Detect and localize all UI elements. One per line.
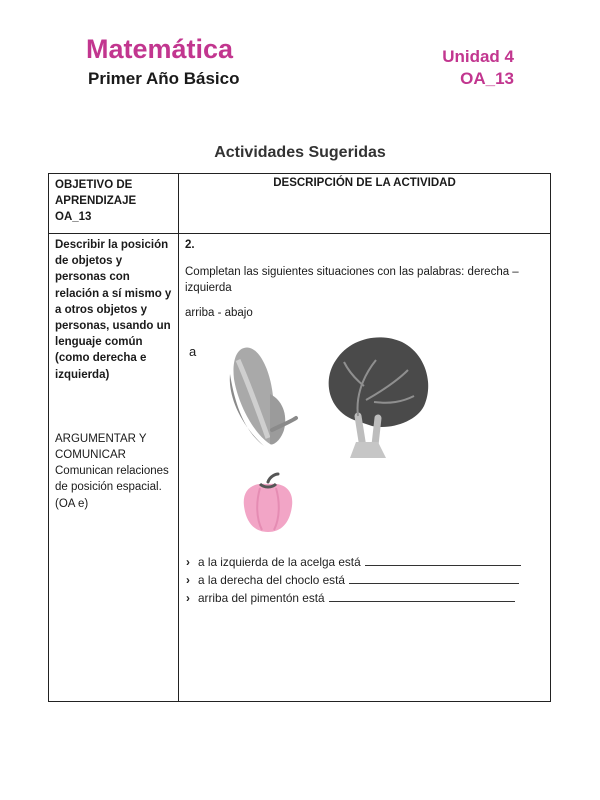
list-item	[186, 553, 521, 571]
activity-number: 2.	[185, 239, 195, 251]
sentence-text: arriba del pimentón está	[198, 591, 325, 605]
activity-instruction-words: arriba - abajo	[185, 306, 253, 319]
subject-title: Matemática	[86, 34, 234, 64]
column-divider	[178, 174, 179, 701]
sentence-list	[186, 553, 521, 607]
description-cell	[185, 237, 542, 321]
oa-code: OA_13	[460, 69, 514, 88]
header-divider	[49, 233, 550, 234]
answer-blank[interactable]	[365, 554, 521, 566]
corn-icon	[224, 334, 304, 454]
grade-level: Primer Año Básico	[88, 69, 240, 88]
objective-cell	[55, 237, 175, 512]
list-item	[186, 589, 521, 607]
skill-title: ARGUMENTAR Y COMUNICAR	[55, 432, 147, 462]
chevron-right-icon: ›	[186, 555, 190, 569]
list-item	[186, 571, 521, 589]
activity-instruction: Completan las siguientes situaciones con las palabras: derecha – izquierda	[185, 265, 519, 294]
answer-blank[interactable]	[329, 590, 515, 602]
sentence-text: a la izquierda de la acelga está	[198, 555, 361, 569]
chevron-right-icon: ›	[186, 573, 190, 587]
section-heading: Actividades Sugeridas	[214, 144, 386, 161]
objective-text: Describir la posición de objetos y personas con relación a sí mismo y a otros objetos y personas, usando un lenguaje común (como derecha e izquierda)	[55, 239, 172, 381]
objective-column-header: OBJETIVO DE APRENDIZAJE OA_13	[55, 179, 137, 223]
image-letter: a	[189, 344, 197, 359]
sentence-text: a la derecha del choclo está	[198, 573, 345, 587]
chard-icon	[320, 330, 435, 465]
skill-description: Comunican relaciones de posición espacial. (OA e)	[55, 465, 169, 510]
chevron-right-icon: ›	[186, 591, 190, 605]
answer-blank[interactable]	[349, 572, 519, 584]
pepper-icon	[238, 472, 298, 534]
unit-label: Unidad 4	[442, 47, 514, 66]
description-column-header: DESCRIPCIÓN DE LA ACTIVIDAD	[273, 177, 456, 189]
